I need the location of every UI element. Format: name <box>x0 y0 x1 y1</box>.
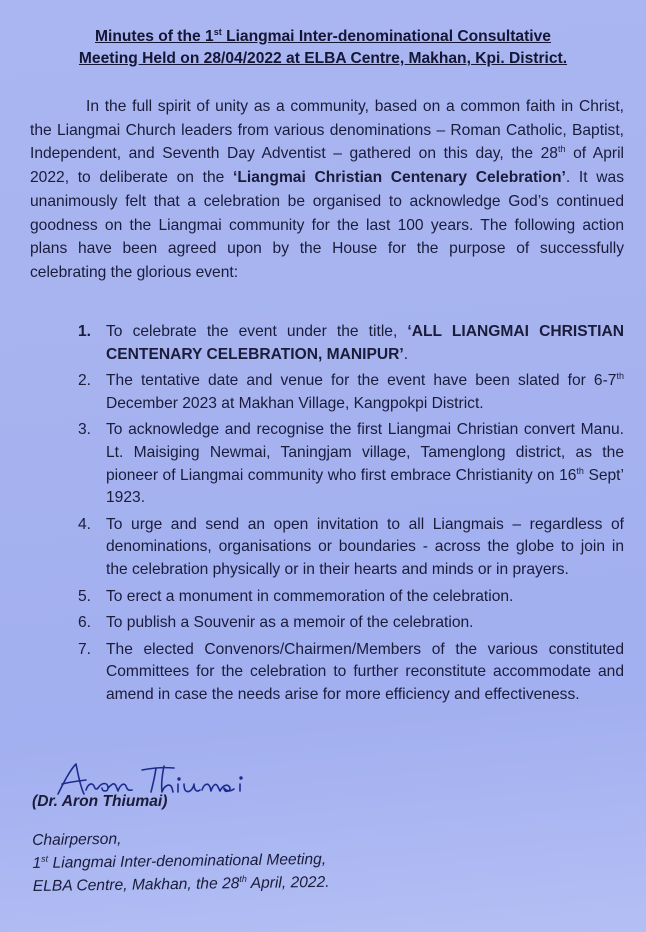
document-title <box>30 26 616 70</box>
item1-pre: To celebrate the event under the title, <box>106 323 408 340</box>
intro-paragraph <box>30 95 624 285</box>
footer-line2-sup: st <box>41 853 49 864</box>
footer-line2-post: Liangmai Inter-denominational Meeting, <box>48 850 327 872</box>
title-line1-pre: Minutes of the 1 <box>95 28 214 45</box>
action-plan-list <box>78 321 624 711</box>
item-number: 4. <box>78 515 92 533</box>
signatory-name: (Dr. Aron Thiumai) <box>32 793 168 810</box>
footer-line3 <box>33 871 330 898</box>
item-number: 1. <box>78 323 92 340</box>
item2-pre: The tentative date and venue for the event have been slated for 6-7 <box>106 372 617 390</box>
title-line2: Meeting Held on 28/04/2022 at ELBA Centre, Makhan, Kpi. District. <box>78 50 568 67</box>
item1-bold: ‘ALL LIANGMAI CHRISTIAN CENTENARY CELEBRATION, MANIPUR’ <box>106 323 624 363</box>
footer-line2-pre: 1 <box>32 854 42 872</box>
item6-text: To publish a Souvenir as a memoir of the celebration. <box>106 614 474 632</box>
intro-sup1: th <box>557 144 566 155</box>
footer-line3-pre: ELBA Centre, Makhan, the 28 <box>32 874 240 895</box>
list-item <box>78 612 624 635</box>
footer-line1: Chairperson, <box>32 830 122 849</box>
item2-sup: th <box>616 371 624 381</box>
footer-line3-sup: th <box>239 873 247 884</box>
list-item <box>78 514 624 582</box>
intro-bold: ‘Liangmai Christian Centenary Celebration’ <box>233 169 566 187</box>
list-item <box>78 321 624 366</box>
title-line1-sup: st <box>213 26 222 37</box>
item-number: 7. <box>78 640 92 658</box>
item4-text: To urge and send an open invitation to all Liangmais – regardless of denominations, organisations or boundaries - across the globe to join in the celebration physically or in their hearts and minds or in prayers. <box>106 515 624 578</box>
item3-pre: To acknowledge and recognise the first Liangmai Christian convert Manu. Lt. Maisiging Newmai, Taningjam village, Tamenglong district, as the pioneer of Liangmai community who first embrace Christianity on 16 <box>106 421 624 484</box>
item2-post: December 2023 at Makhan Village, Kangpokpi District. <box>106 394 484 412</box>
item-number: 2. <box>78 372 92 390</box>
item-number: 5. <box>78 587 92 605</box>
item5-text: To erect a monument in commemoration of the celebration. <box>106 587 514 605</box>
title-line1-post: Liangmai Inter-denominational Consultative <box>221 28 551 45</box>
footer-line3-post: April, 2022. <box>246 873 330 892</box>
list-item <box>78 419 624 509</box>
list-item <box>78 586 624 609</box>
item3-post: Sept’ 1923. <box>106 466 624 507</box>
intro-part3: . It was unanimously felt that a celebration be organised to acknowledge God’s continued goodness on the Liangmai community for the last 100 years. The following action plans have been agreed upon by the House for the purpose of successfully celebrating the glorious event: <box>30 169 624 281</box>
list-item <box>78 639 624 707</box>
intro-part1: In the full spirit of unity as a community, based on a common faith in Christ, the Liangmai Church leaders from various denominations – Roman Catholic, Baptist, Independent, and Seventh Day Adventist – gathered on this day, the 28 <box>30 98 624 163</box>
intro-part2: of April 2022, to deliberate on the <box>30 145 625 187</box>
item-number: 3. <box>78 421 92 439</box>
item7-text: The elected Convenors/Chairmen/Members of the various constituted Committees for the celebration to further reconstitute accommodate and amend in case the needs arise for more efficiency and effectiveness. <box>106 640 624 703</box>
item1-post: . <box>403 345 409 363</box>
signatory-designation <box>32 826 330 899</box>
item3-sup: th <box>576 465 584 476</box>
item-number: 6. <box>78 614 92 632</box>
list-item <box>78 370 624 415</box>
